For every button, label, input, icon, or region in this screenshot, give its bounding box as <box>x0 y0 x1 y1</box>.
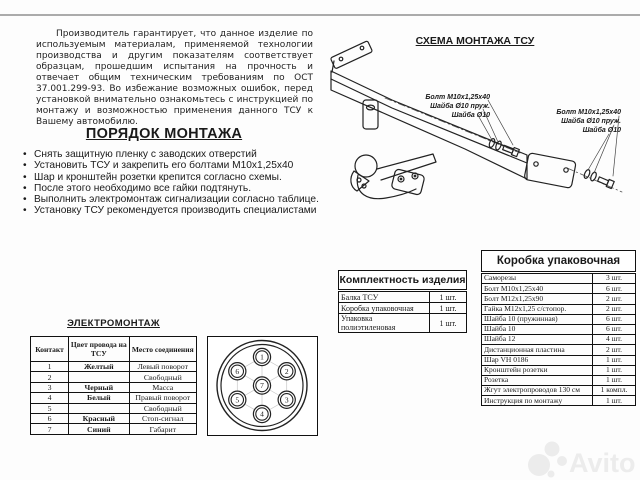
contact-num: 7 <box>31 424 69 434</box>
box-item: Розетка <box>482 375 593 385</box>
box-qty: 1 компл. <box>593 386 636 396</box>
table-row <box>31 382 197 392</box>
table-row <box>31 413 197 423</box>
table-row <box>482 324 636 334</box>
kit-qty: 1 шт. <box>430 292 467 303</box>
callout-line: Шайба Ø10 пруж. <box>430 102 490 110</box>
montage-step: • Снять защитную пленку с заводских отверстий <box>22 149 322 160</box>
contact-num: 6 <box>31 413 69 423</box>
beam-shape <box>331 71 527 179</box>
connection-place: Левый поворот <box>129 362 196 372</box>
pin-5 <box>229 391 246 408</box>
kit-item: Упаковка полиэтиленовая <box>339 314 430 333</box>
table-row <box>339 314 467 333</box>
electro-header-wire-color: Цвет провода на ТСУ <box>69 337 129 362</box>
box-item: Жгут электропроводов 130 см <box>482 386 593 396</box>
connection-place: Свободный <box>129 372 196 382</box>
kit-item: Коробка упаковочная <box>339 303 430 314</box>
box-item: Болт М12х1,25х90 <box>482 294 593 304</box>
pin-4 <box>253 405 270 422</box>
electro-header-connection: Место соединения <box>129 337 196 362</box>
svg-text:6: 6 <box>235 366 240 376</box>
table-row <box>482 335 636 345</box>
svg-text:2: 2 <box>284 366 289 376</box>
table-row <box>482 386 636 396</box>
pin-3 <box>278 391 295 408</box>
box-qty: 2 шт. <box>593 294 636 304</box>
wire-color: Красный <box>69 413 129 423</box>
montage-step: • Шар и кронштейн розетки крепится согласно схемы. <box>22 172 322 183</box>
box-item: Инструкция по монтажу <box>482 396 593 406</box>
pin-1 <box>253 348 270 365</box>
connection-place: Правый поворот <box>129 393 196 403</box>
avito-logo-icon <box>522 436 640 478</box>
box-qty: 2 шт. <box>593 345 636 355</box>
callout-line: Шайба Ø10 <box>451 111 490 119</box>
packing-box-title: Коробка упаковочная <box>481 250 636 272</box>
avito-watermark <box>522 436 640 478</box>
hitch-ball-shape <box>355 155 377 177</box>
table-row <box>482 274 636 284</box>
box-qty: 1 шт. <box>593 365 636 375</box>
box-item: Шайба 10 <box>482 324 593 334</box>
callout-line: Болт М10х1,25х40 <box>425 94 490 101</box>
box-qty: 1 шт. <box>593 355 636 365</box>
box-qty: 1 шт. <box>593 396 636 406</box>
montage-order-list <box>22 149 322 217</box>
montage-step: • Установить ТСУ и закрепить его болтами М10х1,25х40 <box>22 160 322 171</box>
box-qty: 6 шт. <box>593 314 636 324</box>
box-qty: 2 шт. <box>593 304 636 314</box>
towbar-drawing-svg <box>330 28 640 243</box>
box-qty: 6 шт. <box>593 284 636 294</box>
callout-line: Болт М10х1,25х40 <box>556 109 621 116</box>
bolt-callout-left <box>395 94 490 120</box>
box-qty: 1 шт. <box>593 375 636 385</box>
box-item: Гайка М12х1,25 с/стопор. <box>482 304 593 314</box>
table-header-row <box>31 337 197 362</box>
pin-6 <box>229 363 246 380</box>
svg-text:4: 4 <box>260 409 264 419</box>
kit-table <box>338 270 467 333</box>
wire-color <box>69 372 129 382</box>
kit-qty: 1 шт. <box>430 303 467 314</box>
wire-color: Синий <box>69 424 129 434</box>
box-item: Шайба 12 <box>482 335 593 345</box>
pin-7 <box>253 377 270 394</box>
wire-color: Желтый <box>69 362 129 372</box>
svg-text:Avito: Avito <box>569 448 636 478</box>
svg-text:7: 7 <box>260 381 264 391</box>
box-item: Кронштейн розетки <box>482 365 593 375</box>
box-item: Саморезы <box>482 274 593 284</box>
table-row <box>482 304 636 314</box>
box-qty: 3 шт. <box>593 274 636 284</box>
table-row <box>31 372 197 382</box>
wire-color: Черный <box>69 382 129 392</box>
schema-title: СХЕМА МОНТАЖА ТСУ <box>415 35 535 47</box>
table-row <box>31 403 197 413</box>
table-row <box>482 396 636 406</box>
table-row <box>482 355 636 365</box>
table-row <box>482 375 636 385</box>
socket-bracket-shape <box>363 100 378 129</box>
bolt-callout-right <box>535 109 621 135</box>
callout-line: Шайба Ø10 <box>582 126 621 134</box>
towbar-assembly-drawing <box>330 28 640 243</box>
top-divider <box>0 14 640 16</box>
kit-item: Балка ТСУ <box>339 292 430 303</box>
table-row <box>482 345 636 355</box>
montage-step: • Выполнить электромонтаж сигнализации согласно таблице. <box>22 194 322 205</box>
kit-table-title: Комплектность изделия <box>338 270 467 290</box>
pin-2 <box>278 363 295 380</box>
packing-box-table <box>481 250 636 406</box>
connector-pinout-diagram <box>207 336 318 436</box>
svg-text:1: 1 <box>260 352 264 362</box>
connection-place: Свободный <box>129 403 196 413</box>
kit-qty: 1 шт. <box>430 314 467 333</box>
box-qty: 6 шт. <box>593 324 636 334</box>
svg-text:5: 5 <box>235 395 240 405</box>
callout-line: Шайба Ø10 пруж. <box>561 117 621 125</box>
table-row <box>339 292 467 303</box>
table-row <box>482 365 636 375</box>
table-row <box>482 314 636 324</box>
box-item: Шайба 10 (пружинная) <box>482 314 593 324</box>
box-item: Шар VH 0186 <box>482 355 593 365</box>
left-plate-shape <box>330 41 372 69</box>
table-row <box>31 393 197 403</box>
contact-num: 4 <box>31 393 69 403</box>
connection-place: Масса <box>129 382 196 392</box>
table-row <box>482 294 636 304</box>
box-item: Болт М10х1,25х40 <box>482 284 593 294</box>
box-qty: 4 шт. <box>593 335 636 345</box>
wire-color: Белый <box>69 393 129 403</box>
wire-color <box>69 403 129 413</box>
contact-num: 1 <box>31 362 69 372</box>
contact-num: 2 <box>31 372 69 382</box>
montage-step: • Установку ТСУ рекомендуется производить специалистами <box>22 205 322 216</box>
connection-place: Стоп-сигнал <box>129 413 196 423</box>
table-row <box>31 424 197 434</box>
montage-step: • После этого необходимо все гайки подтянуть. <box>22 183 322 194</box>
electro-title: ЭЛЕКТРОМОНТАЖ <box>67 318 160 329</box>
contact-num: 5 <box>31 403 69 413</box>
electro-header-contact: Контакт <box>31 337 69 362</box>
montage-order-title: ПОРЯДОК МОНТАЖА <box>85 126 243 142</box>
warranty-paragraph: Производитель гарантирует, что данное изделие по используемым материалам, применяемой технологии производства и другим показателям соответствует образцам, прошедшим испытания на прочность и отвечает общим техническим требованиям по ОСТ 37.001.299-93. Во избежание возможных ошибок, перед установкой внимательно ознакомьтесь с инструкцией по монтажу и возможностью применения данного ТСУ к Вашему автомобилю. <box>36 29 313 127</box>
contact-num: 3 <box>31 382 69 392</box>
table-row <box>482 284 636 294</box>
connection-place: Габарит <box>129 424 196 434</box>
electro-table <box>30 336 197 435</box>
box-item: Дистанционная пластина <box>482 345 593 355</box>
svg-text:3: 3 <box>284 395 289 405</box>
table-row <box>31 362 197 372</box>
table-row <box>339 303 467 314</box>
